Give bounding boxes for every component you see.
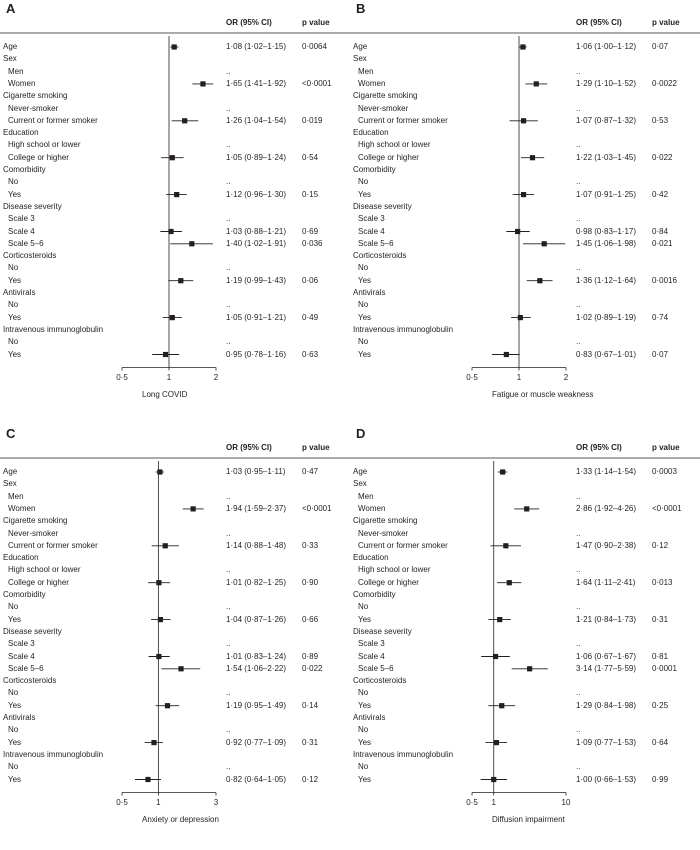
p-value-text: 0·74 <box>652 312 669 322</box>
odds-ratio-text: .. <box>226 263 231 273</box>
row-label: Never-smoker <box>8 103 59 113</box>
p-value-text: 0·64 <box>652 737 669 747</box>
row-label: Scale 5–6 <box>358 663 394 673</box>
row-label: Current or former smoker <box>358 115 448 125</box>
panel-letter: A <box>6 1 16 16</box>
p-value-text: 0·06 <box>302 275 319 285</box>
row-label: Yes <box>8 189 22 199</box>
odds-ratio-text: 1·01 (0·83–1·24) <box>226 651 287 661</box>
odds-ratio-marker <box>494 740 499 745</box>
odds-ratio-text: 1·94 (1·59–2·37) <box>226 503 287 513</box>
row-label: Current or former smoker <box>8 115 98 125</box>
odds-ratio-text: .. <box>576 528 581 538</box>
row-heading-label: Antivirals <box>353 288 386 297</box>
row-label: Yes <box>358 349 372 359</box>
odds-ratio-marker <box>178 666 183 671</box>
p-value-text: 0·019 <box>302 115 323 125</box>
odds-ratio-text: 1·14 (0·88–1·48) <box>226 540 287 550</box>
odds-ratio-text: .. <box>576 214 581 224</box>
p-value-text: 0·0064 <box>302 42 327 51</box>
row-label: Scale 4 <box>8 226 35 236</box>
odds-ratio-marker <box>503 543 508 548</box>
odds-ratio-text: 1·12 (0·96–1·30) <box>226 189 287 199</box>
p-value-text: 0·89 <box>302 651 319 661</box>
row-label: Yes <box>358 275 372 285</box>
odds-ratio-text: .. <box>226 639 231 649</box>
row-heading-label: Corticosteroids <box>353 676 407 686</box>
row-label: Scale 5–6 <box>358 238 394 248</box>
odds-ratio-text: 1·05 (0·89–1·24) <box>226 152 287 162</box>
odds-ratio-marker <box>156 654 161 659</box>
row-heading-label: Sex <box>353 479 367 489</box>
forest-plot-panel-b <box>350 0 700 425</box>
odds-ratio-text: .. <box>576 140 581 150</box>
odds-ratio-text: .. <box>576 103 581 113</box>
odds-ratio-marker <box>189 241 194 246</box>
p-value-text: 0·07 <box>652 349 669 359</box>
x-tick-label: 2 <box>213 372 219 382</box>
odds-ratio-marker <box>151 740 156 745</box>
p-value-text: 0·022 <box>302 663 323 673</box>
p-value-column-header: p value <box>652 18 680 27</box>
p-value-text: 0·54 <box>302 152 319 162</box>
odds-ratio-text: 1·29 (0·84–1·98) <box>576 700 637 710</box>
row-label: Yes <box>8 774 22 784</box>
row-heading-label: Antivirals <box>353 713 386 722</box>
row-label: Yes <box>358 737 372 747</box>
row-heading-label: Antivirals <box>3 288 36 297</box>
odds-ratio-marker <box>515 229 520 234</box>
row-label: No <box>358 725 369 735</box>
odds-ratio-marker <box>170 155 175 160</box>
p-value-text: 0·15 <box>302 189 319 199</box>
p-value-text: 0·25 <box>652 700 669 710</box>
odds-ratio-text: 1·07 (0·87–1·32) <box>576 115 637 125</box>
p-value-text: <0·0001 <box>302 78 332 88</box>
row-label: Scale 4 <box>358 651 385 661</box>
p-value-text: 0·99 <box>652 774 669 784</box>
odds-ratio-text: 1·19 (0·95–1·49) <box>226 700 287 710</box>
panel-letter: C <box>6 426 16 441</box>
row-label: Scale 4 <box>8 651 35 661</box>
row-label: No <box>358 263 369 273</box>
row-label: Yes <box>8 349 22 359</box>
x-axis-label: Fatigue or muscle weakness <box>492 389 594 399</box>
p-value-text: 0·12 <box>302 774 319 784</box>
odds-ratio-text: .. <box>576 263 581 273</box>
row-label: Yes <box>8 737 22 747</box>
row-label: Yes <box>8 275 22 285</box>
odds-ratio-marker <box>163 352 168 357</box>
odds-ratio-marker <box>521 192 526 197</box>
row-label: High school or lower <box>8 140 81 150</box>
odds-ratio-text: 0·83 (0·67–1·01) <box>576 349 637 359</box>
row-heading-label: Education <box>3 553 39 563</box>
odds-ratio-marker <box>507 580 512 585</box>
row-heading-label: Sex <box>3 479 17 489</box>
odds-ratio-marker <box>521 118 526 123</box>
odds-ratio-text: 1·00 (0·66–1·53) <box>576 774 637 784</box>
row-heading-label: Cigarette smoking <box>353 91 418 101</box>
p-value-text: 0·31 <box>652 614 669 624</box>
odds-ratio-text: .. <box>226 602 231 612</box>
p-value-text: 0·81 <box>652 651 669 661</box>
odds-ratio-text: .. <box>226 528 231 538</box>
row-label: No <box>358 688 369 698</box>
odds-ratio-marker <box>178 278 183 283</box>
odds-ratio-text: 1·22 (1·03–1·45) <box>576 152 637 162</box>
row-label: Scale 3 <box>358 639 385 649</box>
odds-ratio-text: 1·40 (1·02–1·91) <box>226 238 287 248</box>
row-heading-label: Antivirals <box>3 713 36 722</box>
odds-ratio-text: .. <box>226 688 231 698</box>
row-label: Yes <box>358 189 372 199</box>
odds-ratio-marker <box>504 352 509 357</box>
odds-ratio-text: .. <box>226 140 231 150</box>
odds-ratio-text: 1·26 (1·04–1·54) <box>226 115 287 125</box>
odds-ratio-text: .. <box>576 688 581 698</box>
p-value-text: 0·0001 <box>652 663 677 673</box>
p-value-text: 0·66 <box>302 614 319 624</box>
p-value-text: <0·0001 <box>652 503 682 513</box>
odds-ratio-text: .. <box>226 565 231 575</box>
p-value-text: 0·69 <box>302 226 319 236</box>
row-label: Yes <box>358 312 372 322</box>
odds-ratio-text: 1·01 (0·82–1·25) <box>226 577 287 587</box>
p-value-text: 0·47 <box>302 467 319 476</box>
row-label: Yes <box>8 700 22 710</box>
odds-ratio-text: 1·29 (1·10–1·52) <box>576 78 637 88</box>
odds-ratio-text: .. <box>226 214 231 224</box>
p-value-text: 0·42 <box>652 189 669 199</box>
row-label: No <box>8 177 19 187</box>
odds-ratio-marker <box>174 192 179 197</box>
row-heading-label: Cigarette smoking <box>3 516 68 526</box>
row-heading-label: Comorbidity <box>3 165 46 174</box>
or-column-header: OR (95% CI) <box>576 443 622 452</box>
x-tick-label: 1 <box>516 372 522 382</box>
forest-plot-panel-a <box>0 0 350 425</box>
or-column-header: OR (95% CI) <box>576 18 622 27</box>
odds-ratio-marker <box>524 506 529 511</box>
odds-ratio-text: .. <box>226 300 231 310</box>
odds-ratio-text: 2·86 (1·92–4·26) <box>576 503 637 513</box>
row-heading-label: Disease severity <box>3 626 62 636</box>
odds-ratio-text: 1·09 (0·77–1·53) <box>576 737 637 747</box>
row-label: Scale 3 <box>8 639 35 649</box>
odds-ratio-marker <box>165 703 170 708</box>
row-heading-label: Sex <box>3 54 17 64</box>
odds-ratio-marker <box>534 81 539 86</box>
row-label: No <box>8 300 19 310</box>
odds-ratio-marker <box>530 155 535 160</box>
row-label: College or higher <box>358 152 419 162</box>
p-value-text: 0·14 <box>302 700 319 710</box>
row-label: High school or lower <box>358 565 431 575</box>
odds-ratio-text: 0·82 (0·64–1·05) <box>226 774 287 784</box>
odds-ratio-text: 1·64 (1·11–2·41) <box>576 577 636 587</box>
forest-plot-panel-d <box>350 425 700 850</box>
odds-ratio-marker <box>491 777 496 782</box>
odds-ratio-marker <box>168 229 173 234</box>
row-heading-label: Education <box>353 553 389 563</box>
row-label: Never-smoker <box>358 103 409 113</box>
row-heading-label: Intravenous immunoglobulin <box>3 324 104 334</box>
odds-ratio-marker <box>170 315 175 320</box>
odds-ratio-marker <box>499 703 504 708</box>
p-value-text: 0·036 <box>302 238 323 248</box>
row-label: College or higher <box>8 152 69 162</box>
x-tick-label: 1 <box>166 372 172 382</box>
odds-ratio-marker <box>537 278 542 283</box>
p-value-text: <0·0001 <box>302 503 332 513</box>
odds-ratio-marker <box>200 81 205 86</box>
x-tick-label: 10 <box>561 797 571 807</box>
odds-ratio-text: .. <box>576 639 581 649</box>
odds-ratio-text: .. <box>226 491 231 501</box>
row-label: Men <box>8 66 24 76</box>
odds-ratio-marker <box>518 315 523 320</box>
p-value-column-header: p value <box>302 18 330 27</box>
odds-ratio-text: .. <box>226 337 231 347</box>
row-label: Women <box>8 503 36 513</box>
row-label: Scale 3 <box>8 214 35 224</box>
odds-ratio-text: 1·45 (1·06–1·98) <box>576 238 637 248</box>
odds-ratio-text: 0·95 (0·78–1·16) <box>226 349 287 359</box>
odds-ratio-marker <box>542 241 547 246</box>
row-label: Age <box>3 467 18 476</box>
odds-ratio-text: .. <box>576 177 581 187</box>
x-tick-label: 1 <box>491 797 496 807</box>
odds-ratio-text: 1·54 (1·06–2·22) <box>226 663 287 673</box>
row-heading-label: Corticosteroids <box>3 251 57 261</box>
odds-ratio-text: 1·04 (0·87–1·26) <box>226 614 287 624</box>
x-axis-label: Long COVID <box>142 389 188 399</box>
p-value-text: 0·013 <box>652 577 673 587</box>
odds-ratio-text: 1·07 (0·91–1·25) <box>576 189 637 199</box>
odds-ratio-text: .. <box>576 602 581 612</box>
odds-ratio-text: 1·21 (0·84–1·73) <box>576 614 637 624</box>
odds-ratio-marker <box>493 654 498 659</box>
row-heading-label: Sex <box>353 54 367 64</box>
row-heading-label: Corticosteroids <box>3 676 57 686</box>
row-label: Age <box>3 42 18 51</box>
or-column-header: OR (95% CI) <box>226 18 272 27</box>
row-heading-label: Cigarette smoking <box>3 91 68 101</box>
p-value-text: 0·53 <box>652 115 669 125</box>
row-label: No <box>8 688 19 698</box>
row-heading-label: Corticosteroids <box>353 251 407 261</box>
row-label: Never-smoker <box>358 528 409 538</box>
odds-ratio-text: 1·05 (0·91–1·21) <box>226 312 287 322</box>
odds-ratio-text: .. <box>576 66 581 76</box>
row-label: Men <box>358 491 374 501</box>
row-heading-label: Disease severity <box>353 626 412 636</box>
p-value-text: 0·90 <box>302 577 319 587</box>
p-value-text: 0·12 <box>652 540 669 550</box>
row-label: Never-smoker <box>8 528 59 538</box>
row-label: No <box>358 300 369 310</box>
row-label: No <box>358 337 369 347</box>
p-value-text: 0·31 <box>302 737 319 747</box>
row-heading-label: Disease severity <box>3 201 62 211</box>
odds-ratio-text: 1·03 (0·88–1·21) <box>226 226 287 236</box>
row-label: Yes <box>358 614 372 624</box>
row-label: Women <box>358 503 386 513</box>
row-label: No <box>8 337 19 347</box>
x-tick-label: 2 <box>563 372 569 382</box>
row-heading-label: Comorbidity <box>353 590 396 599</box>
p-value-column-header: p value <box>302 443 330 452</box>
row-heading-label: Intravenous immunoglobulin <box>3 749 104 759</box>
row-label: Age <box>353 467 368 476</box>
row-label: College or higher <box>8 577 69 587</box>
odds-ratio-marker <box>158 617 163 622</box>
row-label: High school or lower <box>8 565 81 575</box>
row-label: Age <box>353 42 368 51</box>
p-value-text: 0·33 <box>302 540 319 550</box>
p-value-column-header: p value <box>652 443 680 452</box>
row-label: No <box>358 762 369 772</box>
odds-ratio-marker <box>172 44 177 49</box>
row-label: Scale 5–6 <box>8 238 44 248</box>
row-heading-label: Comorbidity <box>353 165 396 174</box>
odds-ratio-marker <box>157 469 162 474</box>
p-value-text: 0·07 <box>652 42 669 51</box>
x-axis-label: Anxiety or depression <box>142 814 219 824</box>
x-axis-label: Diffusion impairment <box>492 814 565 824</box>
forest-plot-panel-c <box>0 425 350 850</box>
row-label: Men <box>8 491 24 501</box>
odds-ratio-text: 1·02 (0·89–1·19) <box>576 312 637 322</box>
odds-ratio-text: 1·06 (1·00–1·12) <box>576 42 637 51</box>
odds-ratio-text: 1·47 (0·90–2·38) <box>576 540 637 550</box>
odds-ratio-text: 1·08 (1·02–1·15) <box>226 42 287 51</box>
or-column-header: OR (95% CI) <box>226 443 272 452</box>
odds-ratio-text: .. <box>576 491 581 501</box>
odds-ratio-marker <box>527 666 532 671</box>
row-label: College or higher <box>358 577 419 587</box>
row-label: Current or former smoker <box>8 540 98 550</box>
p-value-text: 0·0016 <box>652 275 677 285</box>
odds-ratio-text: .. <box>576 565 581 575</box>
odds-ratio-text: .. <box>576 725 581 735</box>
row-label: Men <box>358 66 374 76</box>
odds-ratio-marker <box>520 44 525 49</box>
x-tick-label: 0·5 <box>116 797 128 807</box>
odds-ratio-marker <box>145 777 150 782</box>
row-label: Scale 5–6 <box>8 663 44 673</box>
x-tick-label: 0·5 <box>466 797 478 807</box>
p-value-text: 0·84 <box>652 226 669 236</box>
odds-ratio-text: 1·06 (0·67–1·67) <box>576 651 637 661</box>
row-label: No <box>8 602 19 612</box>
row-label: High school or lower <box>358 140 431 150</box>
odds-ratio-text: 1·33 (1·14–1·54) <box>576 467 637 476</box>
odds-ratio-text: .. <box>226 177 231 187</box>
odds-ratio-marker <box>156 580 161 585</box>
odds-ratio-marker <box>163 543 168 548</box>
odds-ratio-text: .. <box>226 103 231 113</box>
odds-ratio-marker <box>191 506 196 511</box>
odds-ratio-text: 1·65 (1·41–1·92) <box>226 78 287 88</box>
p-value-text: 0·022 <box>652 152 673 162</box>
row-label: No <box>8 762 19 772</box>
row-label: Current or former smoker <box>358 540 448 550</box>
row-label: Yes <box>8 614 22 624</box>
odds-ratio-text: 0·92 (0·77–1·09) <box>226 737 287 747</box>
p-value-text: 0·49 <box>302 312 319 322</box>
row-label: Yes <box>8 312 22 322</box>
row-label: Women <box>8 78 36 88</box>
p-value-text: 0·021 <box>652 238 673 248</box>
odds-ratio-marker <box>500 469 505 474</box>
row-heading-label: Intravenous immunoglobulin <box>353 324 454 334</box>
odds-ratio-text: .. <box>226 66 231 76</box>
odds-ratio-text: 1·03 (0·95–1·11) <box>226 467 286 476</box>
odds-ratio-text: .. <box>576 762 581 772</box>
row-label: No <box>8 725 19 735</box>
odds-ratio-text: .. <box>226 762 231 772</box>
row-label: No <box>8 263 19 273</box>
odds-ratio-text: 1·19 (0·99–1·43) <box>226 275 287 285</box>
odds-ratio-marker <box>497 617 502 622</box>
panel-letter: D <box>356 426 366 441</box>
x-tick-label: 0·5 <box>466 372 478 382</box>
p-value-text: 0·63 <box>302 349 319 359</box>
p-value-text: 0·0022 <box>652 78 677 88</box>
x-tick-label: 0·5 <box>116 372 128 382</box>
odds-ratio-marker <box>182 118 187 123</box>
x-tick-label: 1 <box>156 797 161 807</box>
row-label: Scale 4 <box>358 226 385 236</box>
row-heading-label: Education <box>3 128 39 138</box>
row-heading-label: Education <box>353 128 389 138</box>
panel-letter: B <box>356 1 366 16</box>
x-tick-label: 3 <box>213 797 219 807</box>
row-label: Scale 3 <box>358 214 385 224</box>
row-heading-label: Comorbidity <box>3 590 46 599</box>
row-label: No <box>358 602 369 612</box>
odds-ratio-text: 1·36 (1·12–1·64) <box>576 275 637 285</box>
odds-ratio-text: .. <box>576 300 581 310</box>
row-heading-label: Disease severity <box>353 201 412 211</box>
odds-ratio-text: .. <box>226 725 231 735</box>
row-label: Yes <box>358 774 372 784</box>
row-label: No <box>358 177 369 187</box>
row-label: Yes <box>358 700 372 710</box>
odds-ratio-text: .. <box>576 337 581 347</box>
odds-ratio-text: 3·14 (1·77–5·59) <box>576 663 637 673</box>
row-heading-label: Cigarette smoking <box>353 516 418 526</box>
odds-ratio-text: 0·98 (0·83–1·17) <box>576 226 637 236</box>
row-label: Women <box>358 78 386 88</box>
row-heading-label: Intravenous immunoglobulin <box>353 749 454 759</box>
p-value-text: 0·0003 <box>652 467 677 476</box>
